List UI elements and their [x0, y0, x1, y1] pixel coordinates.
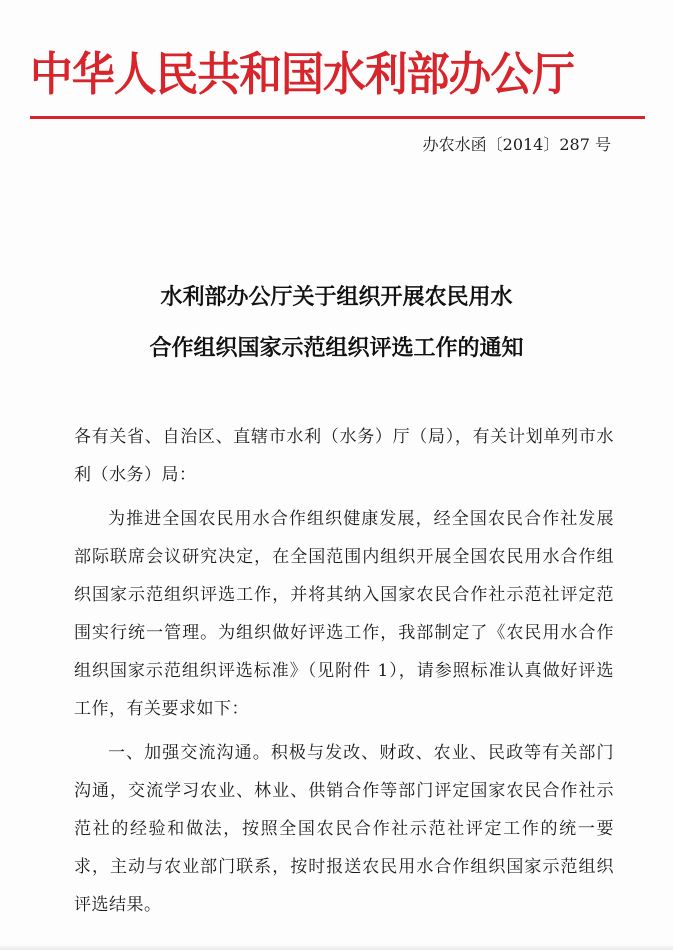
document-number: 办农水函〔2014〕287 号	[422, 135, 611, 154]
issuer-masthead: 中华人民共和国水利部办公厅	[30, 47, 575, 101]
document-body	[74, 418, 614, 924]
paragraph-intro: 为推进全国农民用水合作组织健康发展，经全国农民合作社发展部际联席会议研究决定，在全国范围内组织开展全国农民用水合作组织国家示范组织评选工作，并将其纳入国家农民合作社示范社评定范围实行统一管理。为组织做好评选工作，我部制定了《农民用水合作组织国家示范组织评选标准》（见附件 1），请参照标准认真做好评选工作，有关要求如下：	[74, 509, 614, 719]
page-bottom-edge	[0, 944, 673, 950]
salutation: 各有关省、自治区、直辖市水利（水务）厅（局），有关计划单列市水利（水务）局：	[74, 427, 614, 485]
paragraph-item-1: 一、加强交流沟通。积极与发改、财政、农业、民政等有关部门沟通，交流学习农业、林业、供销合作等部门评定国家农民合作社示范社的经验和做法，按照全国农民合作社示范社评定工作的统一要求，主动与农业部门联系，按时报送农民用水合作组织国家示范组织评选结果。	[74, 743, 614, 915]
document-title-line-1: 水利部办公厅关于组织开展农民用水	[160, 285, 513, 310]
red-separator-line	[30, 116, 645, 119]
document-title-line-2: 合作组织国家示范组织评选工作的通知	[149, 336, 524, 361]
